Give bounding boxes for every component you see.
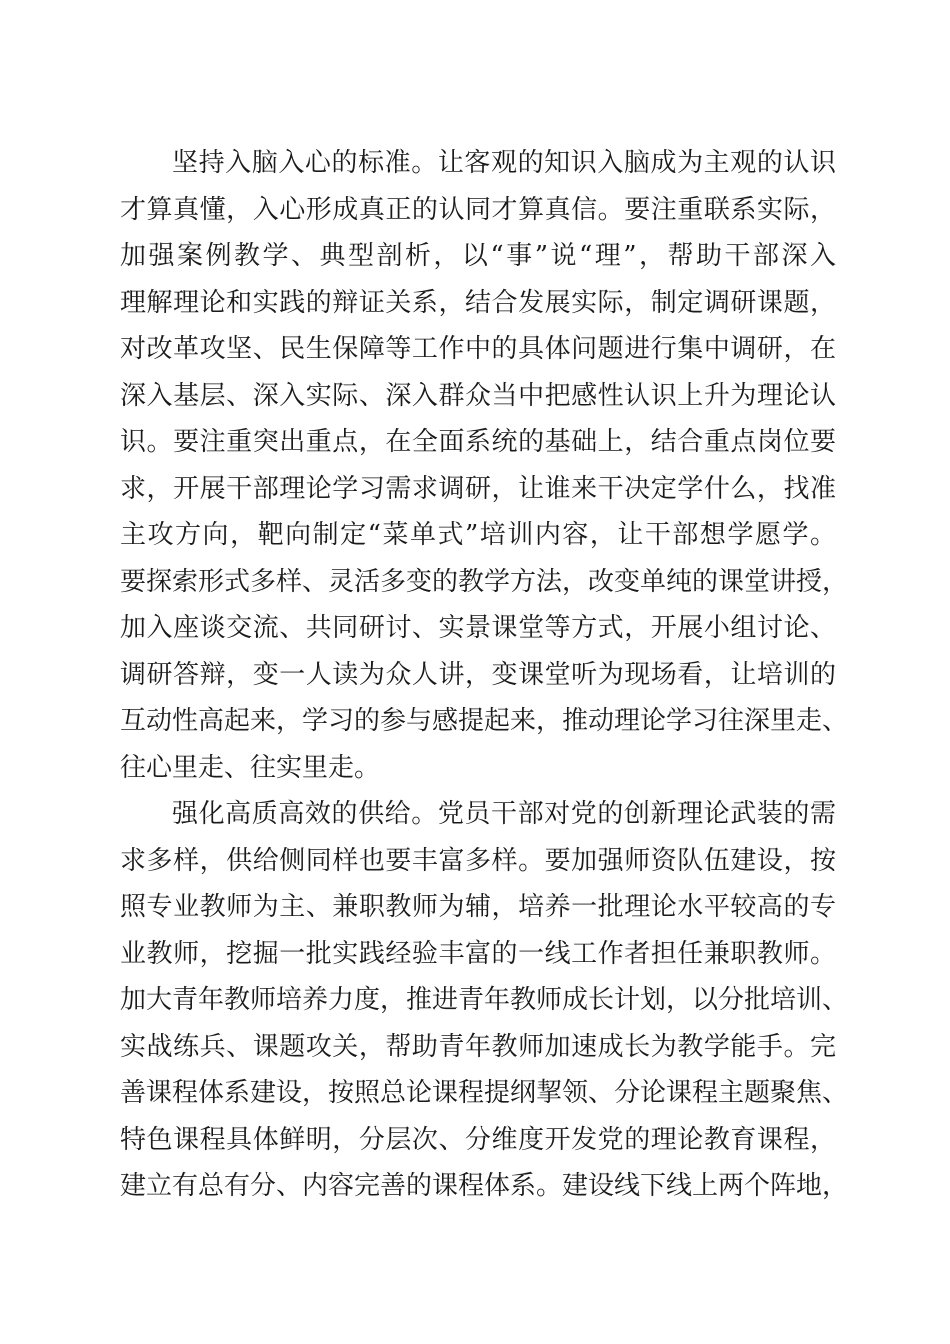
paragraph-line: 求，开展干部理论学习需求调研，让谁来干决定学什么，找准 [120,473,836,504]
paragraph-line: 互动性高起来，学习的参与感提起来，推动理论学习往深里走、 [120,706,849,736]
paragraph-line: 求多样，供给侧同样也要丰富多样。要加强师资队伍建设，按 [120,845,836,876]
paragraph-line: 要探索形式多样、灵活多变的教学方法，改变单纯的课堂讲授， [120,566,849,597]
paragraph-1 [120,140,849,791]
paragraph-line: 对改革攻坚、民生保障等工作中的具体问题进行集中调研，在 [120,334,836,364]
paragraph-line: 实战练兵、课题攻关，帮助青年教师加速成长为教学能手。完 [120,1031,836,1062]
paragraph-line: 特色课程具体鲜明，分层次、分维度开发党的理论教育课程， [120,1124,836,1155]
paragraph-line: 调研答辩，变一人读为众人讲，变课堂听为现场看，让培训的 [120,659,836,690]
paragraph-line: 理解理论和实践的辩证关系，结合发展实际，制定调研课题， [120,287,836,318]
paragraph-line: 加强案例教学、典型剖析，以“事”说“理”，帮助干部深入 [120,241,836,271]
document-body [120,140,849,1210]
paragraph-line: 往心里走、往实里走。 [120,752,381,783]
paragraph-line: 深入基层、深入实际、深入群众当中把感性认识上升为理论认 [120,380,836,411]
paragraph-line: 才算真懂，入心形成真正的认同才算真信。要注重联系实际， [120,194,836,225]
paragraph-2 [120,791,849,1210]
paragraph-line: 识。要注重突出重点，在全面系统的基础上，结合重点岗位要 [120,427,836,457]
paragraph-line: 坚持入脑入心的标准。让客观的知识入脑成为主观的认识 [172,148,836,178]
paragraph-line: 加大青年教师培养力度，推进青年教师成长计划，以分批培训、 [120,985,849,1015]
paragraph-line: 主攻方向，靶向制定“菜单式”培训内容，让干部想学愿学。 [120,520,836,550]
paragraph-line: 照专业教师为主、兼职教师为辅，培养一批理论水平较高的专 [120,892,836,922]
paragraph-line: 强化高质高效的供给。党员干部对党的创新理论武装的需 [172,799,836,829]
paragraph-line: 加入座谈交流、共同研讨、实景课堂等方式，开展小组讨论、 [120,613,836,643]
paragraph-line: 业教师，挖掘一批实践经验丰富的一线工作者担任兼职教师。 [120,938,836,969]
paragraph-line: 建立有总有分、内容完善的课程体系。建设线下线上两个阵地， [120,1171,849,1201]
paragraph-line: 善课程体系建设，按照总论课程提纲挈领、分论课程主题聚焦、 [120,1078,849,1108]
